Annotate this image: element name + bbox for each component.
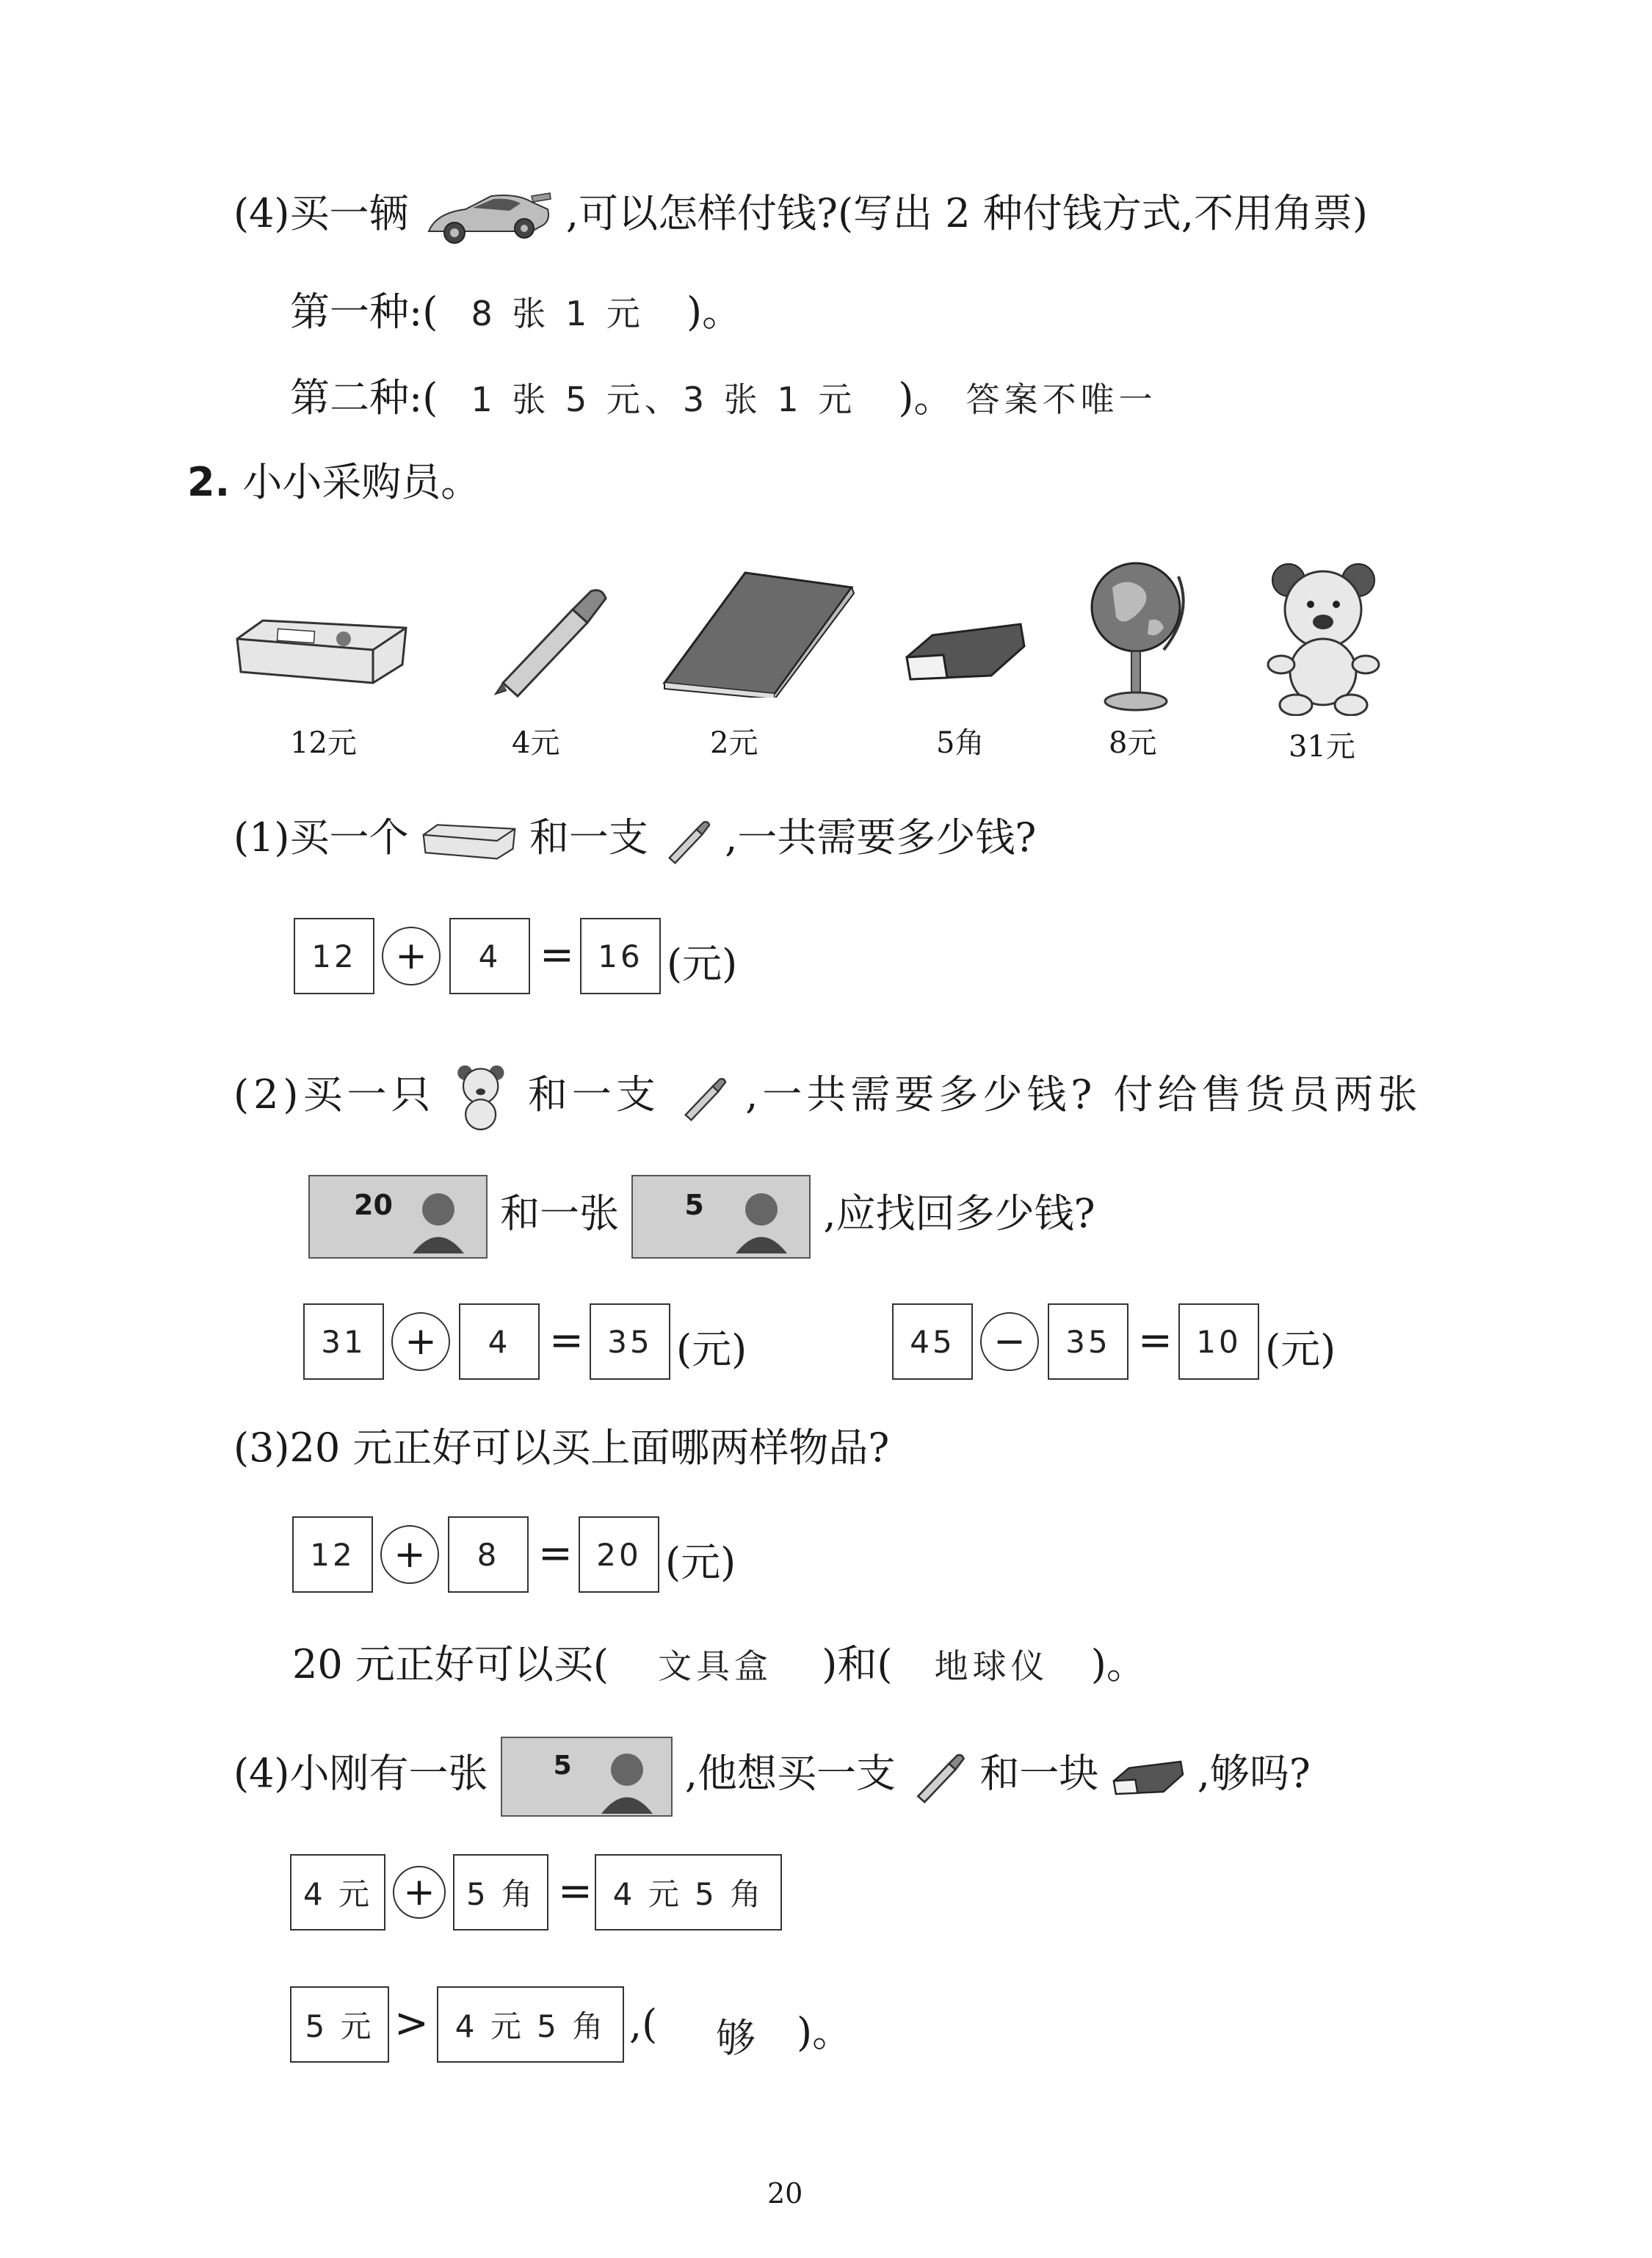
banknote-5-icon — [631, 1175, 811, 1259]
p1-text-c: ,一共需要多少钱? — [725, 814, 1037, 861]
q4-car-question — [233, 180, 1368, 253]
p4-cmp-answer: 够 — [716, 2015, 760, 2061]
p2-text-a: (2)买一只 — [233, 1071, 435, 1118]
p1-question — [233, 815, 1036, 866]
pen-icon — [481, 580, 613, 701]
note-20-value: 20 — [354, 1189, 393, 1221]
way1-label: 第一种:( — [290, 289, 438, 335]
p4-text-c: 和一块 — [979, 1750, 1099, 1797]
p3-answer-1: 文具盒 — [658, 1646, 773, 1686]
p3-op-circle: + — [380, 1525, 439, 1584]
way2-close: )。 — [898, 374, 954, 421]
p2-eq2-op-circle: − — [980, 1312, 1039, 1371]
p2-eq1-unit: (元) — [676, 1326, 747, 1372]
p2-eq1-n2-box: 4 — [459, 1303, 540, 1380]
p3-ans-a: 20 元正好可以买( — [292, 1641, 609, 1687]
p4-cmp-greater-than: > — [394, 2000, 429, 2047]
toy-car-icon — [421, 180, 554, 253]
p2-eq2-n2-box: 35 — [1048, 1303, 1128, 1380]
p3-equation — [292, 1516, 806, 1593]
p4-op-circle: + — [393, 1866, 446, 1919]
note-5-value: 5 — [684, 1189, 704, 1221]
way1-line — [290, 289, 742, 335]
p1-n1-box: 12 — [294, 918, 374, 994]
way1-close: )。 — [686, 289, 742, 335]
way2-line — [290, 374, 1157, 421]
p4-comparison — [290, 1986, 951, 2063]
p1-result-box: 16 — [580, 918, 661, 994]
p4-cmp-after: ,( — [629, 2001, 658, 2047]
p4-note-5-value: 5 — [553, 1751, 572, 1781]
pen-icon — [677, 1072, 728, 1123]
p2-eq2-equals: = — [1138, 1317, 1173, 1364]
p2-equation-2 — [892, 1303, 1406, 1380]
p3-n1-box: 12 — [292, 1516, 373, 1593]
p2-text-e: ,应找回多少钱? — [823, 1190, 1095, 1237]
p1-op-circle: + — [382, 927, 441, 985]
p2-eq1-n1-box: 31 — [303, 1303, 384, 1380]
p2-question — [233, 1061, 1421, 1135]
p1-text-a: (1)买一个 — [233, 814, 409, 861]
p3-question: (3)20 元正好可以买上面哪两样物品? — [233, 1425, 890, 1471]
p3-equals: = — [538, 1530, 573, 1577]
p3-n2-box: 8 — [448, 1516, 529, 1593]
p1-n2-box: 4 — [449, 918, 530, 994]
p3-answer-2: 地球仪 — [934, 1646, 1049, 1686]
p2-eq2-n1-box: 45 — [892, 1303, 973, 1380]
q4-question-text: ,可以怎样付钱?(写出 2 种付钱方式,不用角票) — [565, 190, 1368, 236]
p2-eq2-result-box: 10 — [1178, 1303, 1259, 1380]
price-eraser: 5角 — [936, 726, 985, 760]
notebook-icon — [657, 565, 855, 701]
price-teddy-bear: 31元 — [1289, 730, 1355, 764]
p4-equals: = — [558, 1867, 593, 1915]
pen-icon — [908, 1749, 967, 1804]
p4-text-a: (4)小刚有一张 — [233, 1750, 488, 1797]
p3-answer-line — [292, 1641, 1146, 1687]
price-globe: 8元 — [1109, 726, 1157, 760]
p4-result-box: 4 元 5 角 — [595, 1854, 782, 1930]
p3-ans-b: )和( — [822, 1641, 893, 1687]
p2-text-c: ,一共需要多少钱? 付给售货员两张 — [745, 1071, 1422, 1118]
p2-eq2-unit: (元) — [1265, 1326, 1336, 1372]
p4-cmp-right-box: 4 元 5 角 — [437, 1986, 624, 2063]
eraser-icon — [1112, 1753, 1185, 1801]
p2-equation-1 — [303, 1303, 817, 1380]
way2-answer: 1 张 5 元、3 张 1 元 — [471, 380, 857, 419]
q4-prefix: (4)买一辆 — [233, 190, 409, 236]
p4-text-d: ,够吗? — [1197, 1750, 1311, 1797]
p2-eq1-equals: = — [549, 1317, 584, 1364]
page-number: 20 — [767, 2177, 803, 2210]
p3-unit: (元) — [665, 1539, 736, 1585]
pen-icon — [661, 815, 712, 866]
p4-n1-box: 4 元 — [290, 1854, 385, 1930]
globe-icon — [1083, 547, 1193, 719]
teddy-bear-icon — [452, 1061, 511, 1135]
p1-text-b: 和一支 — [529, 814, 648, 861]
banknote-5-icon — [501, 1737, 673, 1817]
teddy-bear-icon — [1263, 554, 1388, 719]
section-number: 2. — [187, 459, 231, 505]
p4-cmp-left-box: 5 元 — [290, 1986, 389, 2063]
p4-cmp-close: )。 — [797, 2009, 852, 2055]
p3-result-box: 20 — [579, 1516, 659, 1593]
banknote-20-icon — [308, 1175, 488, 1259]
section-title — [187, 459, 481, 505]
p2-text-b: 和一支 — [527, 1071, 660, 1118]
pencil-box-icon — [421, 819, 517, 863]
p4-equation — [290, 1854, 877, 1930]
way1-answer: 8 张 1 元 — [471, 294, 645, 333]
p2-question-line2 — [308, 1175, 1095, 1259]
price-notebook: 2元 — [710, 726, 758, 760]
way2-note: 答案不唯一 — [966, 380, 1157, 419]
p1-equation — [294, 918, 808, 994]
eraser-icon — [903, 609, 1028, 693]
p1-unit: (元) — [667, 941, 738, 987]
p4-text-b: ,他想买一支 — [684, 1750, 896, 1797]
p2-eq1-op-circle: + — [391, 1312, 450, 1371]
section-title-text: 小小采购员。 — [242, 459, 481, 505]
p2-text-d: 和一张 — [500, 1190, 620, 1237]
way2-label: 第二种:( — [290, 374, 438, 421]
p1-equals: = — [540, 931, 574, 979]
p4-question — [233, 1737, 1311, 1817]
price-pencil-box: 12元 — [290, 726, 357, 760]
p3-ans-c: )。 — [1090, 1641, 1146, 1687]
p4-n2-box: 5 角 — [453, 1854, 548, 1930]
p2-eq1-result-box: 35 — [590, 1303, 670, 1380]
pencil-box-icon — [233, 609, 410, 693]
price-pen: 4元 — [512, 726, 560, 760]
